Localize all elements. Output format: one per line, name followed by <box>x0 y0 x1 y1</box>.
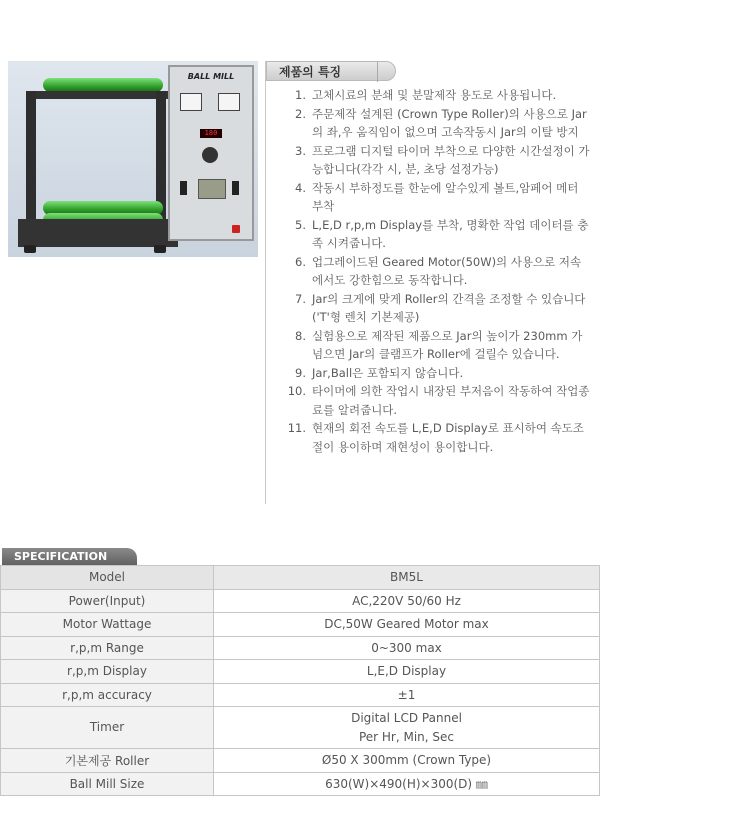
ampere-meter-icon <box>218 93 240 111</box>
features-list <box>285 86 590 456</box>
specification-table <box>0 565 600 796</box>
spec-row <box>1 589 600 613</box>
spec-value: 630(W)×490(H)×300(D) ㎜ <box>214 772 600 796</box>
feature-text: 주문제작 설계된 (Crown Type Roller)의 사용으로 Jar의 좌,우 움직임이 없으며 고속작동시 Jar의 이탈 방지 <box>312 106 587 139</box>
spec-key: Motor Wattage <box>1 613 214 637</box>
spec-row <box>1 660 600 684</box>
stop-button-icon <box>232 225 240 233</box>
spec-value: Ø50 X 300mm (Crown Type) <box>214 749 600 773</box>
spec-value-line: Digital LCD Pannel <box>351 710 462 725</box>
feature-text: 프로그램 디지털 타이머 부착으로 다양한 시간설정이 가능합니다(각각 시, 분, 초당 설정가능) <box>312 143 590 176</box>
feature-text: 타이머에 의한 작업시 내장된 부저음이 작동하여 작업종료를 알려줍니다. <box>312 384 590 417</box>
feature-item <box>285 142 590 179</box>
feature-item <box>285 179 590 216</box>
volt-meter-icon <box>180 93 202 111</box>
feature-number: 5. <box>295 217 306 232</box>
feature-number: 10. <box>287 384 306 398</box>
feature-number: 6. <box>295 254 306 269</box>
features-tab <box>266 61 396 81</box>
feature-number: 8. <box>295 328 306 343</box>
frame-base <box>18 219 178 247</box>
panel-title: BALL MILL <box>187 72 235 81</box>
frame-top <box>26 91 176 99</box>
spec-value-line: Per Hr, Min, Sec <box>358 729 455 744</box>
feature-text: 업그레이드된 Geared Motor(50W)의 사용으로 저속에서도 강한힘으로 동작합니다. <box>312 254 582 287</box>
spec-value <box>214 707 600 749</box>
feature-item <box>285 327 590 364</box>
spec-value: 0~300 max <box>214 636 600 660</box>
spec-value: BM5L <box>214 566 600 590</box>
features-title: 제품의 특징 <box>279 65 342 79</box>
spec-row <box>1 683 600 707</box>
feature-item <box>285 419 590 456</box>
spec-row <box>1 566 600 590</box>
spec-key: r,p,m Display <box>1 660 214 684</box>
feature-item <box>285 382 590 419</box>
spec-key: Timer <box>1 707 214 749</box>
speed-knob-icon <box>202 147 218 163</box>
feature-text: 실험용으로 제작된 제품으로 Jar의 높이가 230mm 가 넘으면 Jar의 클램프가 Roller에 걸릴수 있습니다. <box>312 328 583 361</box>
spec-value: L,E,D Display <box>214 660 600 684</box>
feature-number: 7. <box>295 291 306 306</box>
feature-text: L,E,D r,p,m Display를 부착, 명확한 작업 데이터를 충족 시켜줍니다. <box>312 217 589 250</box>
spec-row <box>1 772 600 796</box>
timer-switch-icon <box>232 181 239 195</box>
feature-item <box>285 86 590 105</box>
spec-key: r,p,m accuracy <box>1 683 214 707</box>
feature-text: 고체시료의 분쇄 및 분말제작 용도로 사용됩니다. <box>312 88 557 102</box>
feature-text: 작동시 부하정도를 한눈에 알수있게 볼트,암페어 메터 부착 <box>312 180 579 213</box>
spec-value: DC,50W Geared Motor max <box>214 613 600 637</box>
product-photo <box>8 61 258 257</box>
vertical-divider <box>265 61 266 504</box>
feature-number: 3. <box>295 143 306 158</box>
feature-number: 4. <box>295 180 306 195</box>
top-roller <box>43 78 163 92</box>
spec-row <box>1 613 600 637</box>
rpm-led-display: 180 <box>200 129 222 138</box>
power-switch-icon <box>180 181 187 195</box>
feature-item <box>285 216 590 253</box>
feature-item <box>285 364 590 383</box>
spec-key: Ball Mill Size <box>1 772 214 796</box>
spec-key: Model <box>1 566 214 590</box>
foot <box>154 245 166 253</box>
feature-item <box>285 290 590 327</box>
feature-text: Jar,Ball은 포함되지 않습니다. <box>312 365 464 380</box>
spec-row <box>1 707 600 749</box>
feature-text: Jar의 크게에 맞게 Roller의 간격을 조정할 수 있습니다('T'형 렌치 기본제공) <box>312 291 586 324</box>
foot <box>24 245 36 253</box>
spec-row <box>1 636 600 660</box>
spec-value: AC,220V 50/60 Hz <box>214 589 600 613</box>
specification-tab <box>2 548 137 566</box>
spec-key: 기본제공 Roller <box>1 749 214 773</box>
control-panel <box>168 65 254 241</box>
spec-value: ±1 <box>214 683 600 707</box>
feature-number: 9. <box>295 365 306 380</box>
feature-item <box>285 105 590 142</box>
tab-divider <box>377 62 378 82</box>
feature-text: 현재의 회전 속도를 L,E,D Display로 표시하여 속도조절이 용이하며 재현성이 용이합니다. <box>312 421 584 454</box>
specification-title: SPECIFICATION <box>14 550 108 563</box>
spec-key: Power(Input) <box>1 589 214 613</box>
timer-lcd-icon <box>198 179 226 199</box>
feature-number: 11. <box>287 421 306 435</box>
feature-number: 2. <box>295 106 306 121</box>
spec-row <box>1 749 600 773</box>
feature-item <box>285 253 590 290</box>
feature-number: 1. <box>295 88 306 102</box>
spec-key: r,p,m Range <box>1 636 214 660</box>
